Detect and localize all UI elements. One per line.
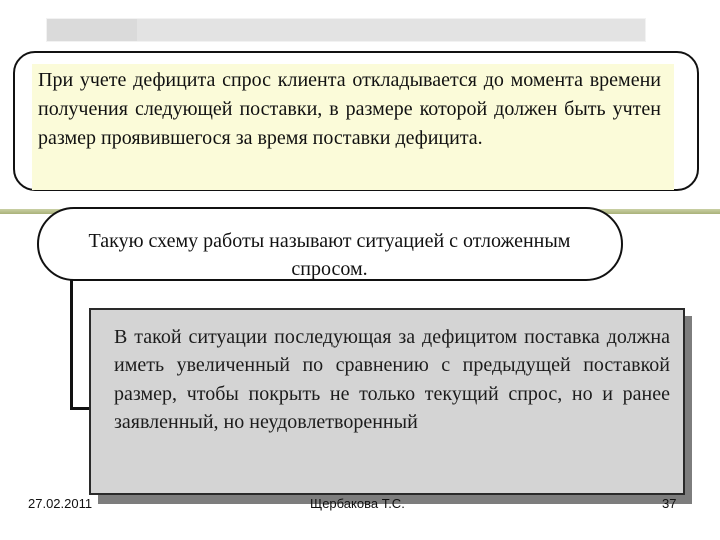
title-bar (46, 18, 646, 42)
footer-page-number: 37 (662, 496, 677, 511)
footer-date: 27.02.2011 (28, 496, 93, 511)
title-bar-accent (47, 19, 137, 41)
scheme-text: Такую схему работы называют ситуацией с отложенным спросом. (88, 230, 571, 280)
explanation-text: В такой ситуации последующая за дефицитом поставка должна иметь увеличенный по сравнению с предыдущей поставкой размер, чтобы покрыть не только текущий спрос, но и ранее заявленный, но неудовлетворенный (114, 326, 670, 434)
footer-author: Щербакова Т.С. (310, 496, 405, 511)
definition-text: При учете дефицита спрос клиента откладывается до момента времени получения следующей поставки, в размере которой должен быть учтен размер проявившегося за время поставки дефицита. (38, 69, 661, 149)
